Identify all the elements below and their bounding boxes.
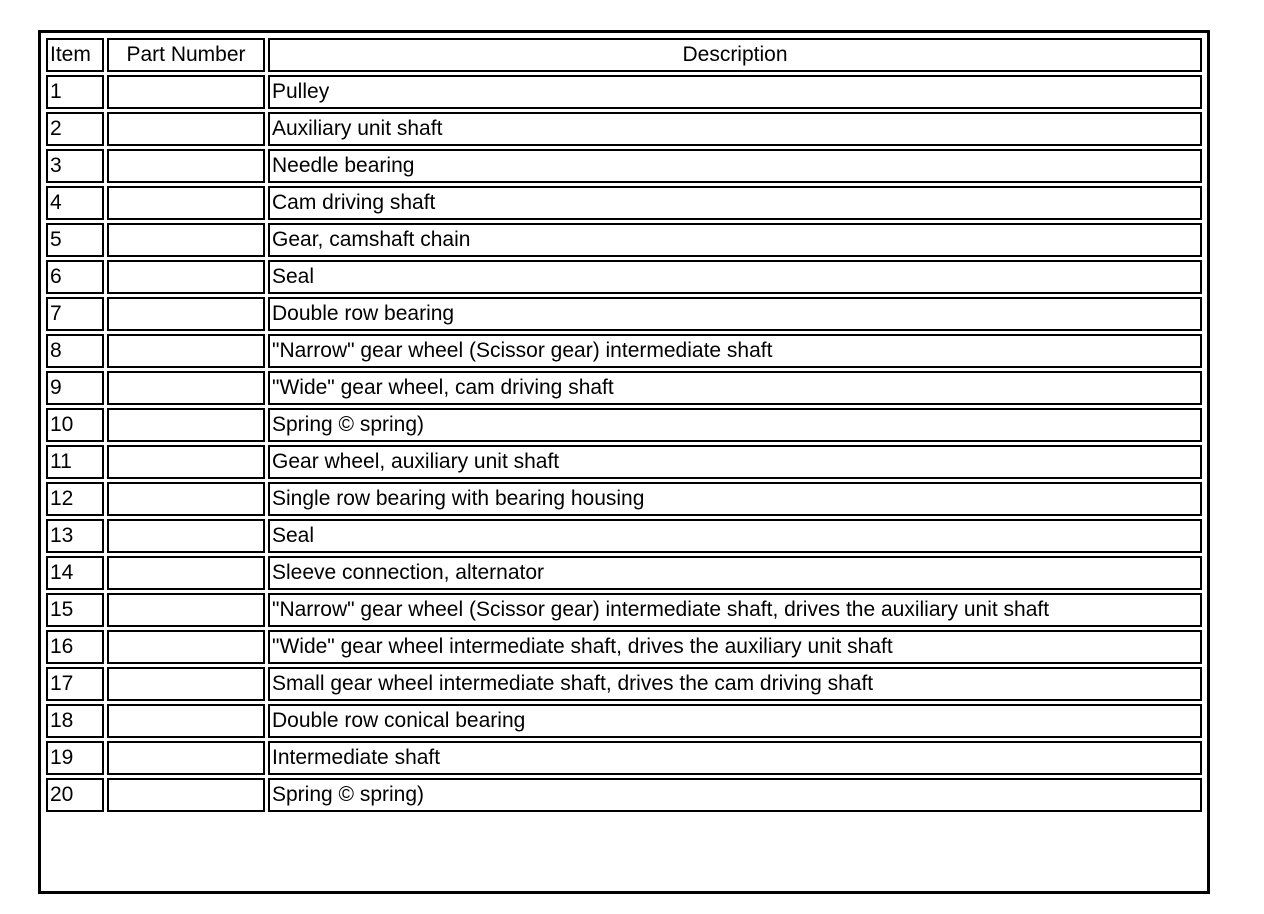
cell-part-number — [107, 223, 265, 257]
table-row — [46, 260, 1202, 294]
cell-item: 1 — [46, 75, 104, 109]
table-row — [46, 334, 1202, 368]
table-row — [46, 482, 1202, 516]
cell-item: 3 — [46, 149, 104, 183]
cell-part-number — [107, 186, 265, 220]
cell-part-number — [107, 704, 265, 738]
column-header-part-number: Part Number — [107, 38, 265, 72]
cell-description: Gear, camshaft chain — [268, 223, 1202, 257]
cell-description: "Narrow" gear wheel (Scissor gear) intermediate shaft, drives the auxiliary unit shaft — [268, 593, 1202, 627]
cell-part-number — [107, 112, 265, 146]
table-row — [46, 112, 1202, 146]
table-row — [46, 704, 1202, 738]
cell-part-number — [107, 149, 265, 183]
table-row — [46, 186, 1202, 220]
cell-item: 19 — [46, 741, 104, 775]
table-row — [46, 630, 1202, 664]
table-row — [46, 408, 1202, 442]
cell-description: Intermediate shaft — [268, 741, 1202, 775]
cell-part-number — [107, 260, 265, 294]
table-row — [46, 741, 1202, 775]
cell-item: 11 — [46, 445, 104, 479]
table-row — [46, 75, 1202, 109]
table-row — [46, 667, 1202, 701]
table-row — [46, 371, 1202, 405]
table-row — [46, 519, 1202, 553]
cell-item: 20 — [46, 778, 104, 812]
table-body — [46, 75, 1202, 812]
cell-part-number — [107, 630, 265, 664]
column-header-description: Description — [268, 38, 1202, 72]
cell-item: 10 — [46, 408, 104, 442]
cell-description: "Narrow" gear wheel (Scissor gear) intermediate shaft — [268, 334, 1202, 368]
cell-description: "Wide" gear wheel, cam driving shaft — [268, 371, 1202, 405]
cell-description: Auxiliary unit shaft — [268, 112, 1202, 146]
table-row — [46, 556, 1202, 590]
cell-description: Seal — [268, 519, 1202, 553]
parts-table — [43, 35, 1205, 815]
cell-part-number — [107, 667, 265, 701]
cell-description: Double row conical bearing — [268, 704, 1202, 738]
cell-description: "Wide" gear wheel intermediate shaft, drives the auxiliary unit shaft — [268, 630, 1202, 664]
cell-description: Gear wheel, auxiliary unit shaft — [268, 445, 1202, 479]
cell-description: Single row bearing with bearing housing — [268, 482, 1202, 516]
cell-item: 6 — [46, 260, 104, 294]
table-row — [46, 223, 1202, 257]
table-row — [46, 445, 1202, 479]
cell-part-number — [107, 334, 265, 368]
cell-description: Spring © spring) — [268, 408, 1202, 442]
cell-item: 13 — [46, 519, 104, 553]
cell-part-number — [107, 445, 265, 479]
cell-description: Seal — [268, 260, 1202, 294]
cell-description: Double row bearing — [268, 297, 1202, 331]
parts-table-frame — [38, 30, 1210, 894]
cell-part-number — [107, 593, 265, 627]
cell-part-number — [107, 371, 265, 405]
column-header-item: Item — [46, 38, 104, 72]
cell-part-number — [107, 519, 265, 553]
cell-part-number — [107, 75, 265, 109]
header-row — [46, 38, 1202, 72]
cell-part-number — [107, 297, 265, 331]
cell-item: 12 — [46, 482, 104, 516]
cell-description: Spring © spring) — [268, 778, 1202, 812]
cell-item: 14 — [46, 556, 104, 590]
cell-item: 5 — [46, 223, 104, 257]
cell-item: 8 — [46, 334, 104, 368]
cell-part-number — [107, 408, 265, 442]
cell-item: 4 — [46, 186, 104, 220]
cell-part-number — [107, 741, 265, 775]
cell-item: 15 — [46, 593, 104, 627]
table-row — [46, 149, 1202, 183]
table-row — [46, 297, 1202, 331]
cell-item: 7 — [46, 297, 104, 331]
table-row — [46, 593, 1202, 627]
table-row — [46, 778, 1202, 812]
cell-item: 2 — [46, 112, 104, 146]
cell-description: Pulley — [268, 75, 1202, 109]
cell-description: Small gear wheel intermediate shaft, drives the cam driving shaft — [268, 667, 1202, 701]
cell-item: 9 — [46, 371, 104, 405]
cell-part-number — [107, 482, 265, 516]
cell-part-number — [107, 778, 265, 812]
cell-item: 17 — [46, 667, 104, 701]
cell-item: 16 — [46, 630, 104, 664]
cell-part-number — [107, 556, 265, 590]
cell-description: Sleeve connection, alternator — [268, 556, 1202, 590]
cell-item: 18 — [46, 704, 104, 738]
cell-description: Needle bearing — [268, 149, 1202, 183]
cell-description: Cam driving shaft — [268, 186, 1202, 220]
